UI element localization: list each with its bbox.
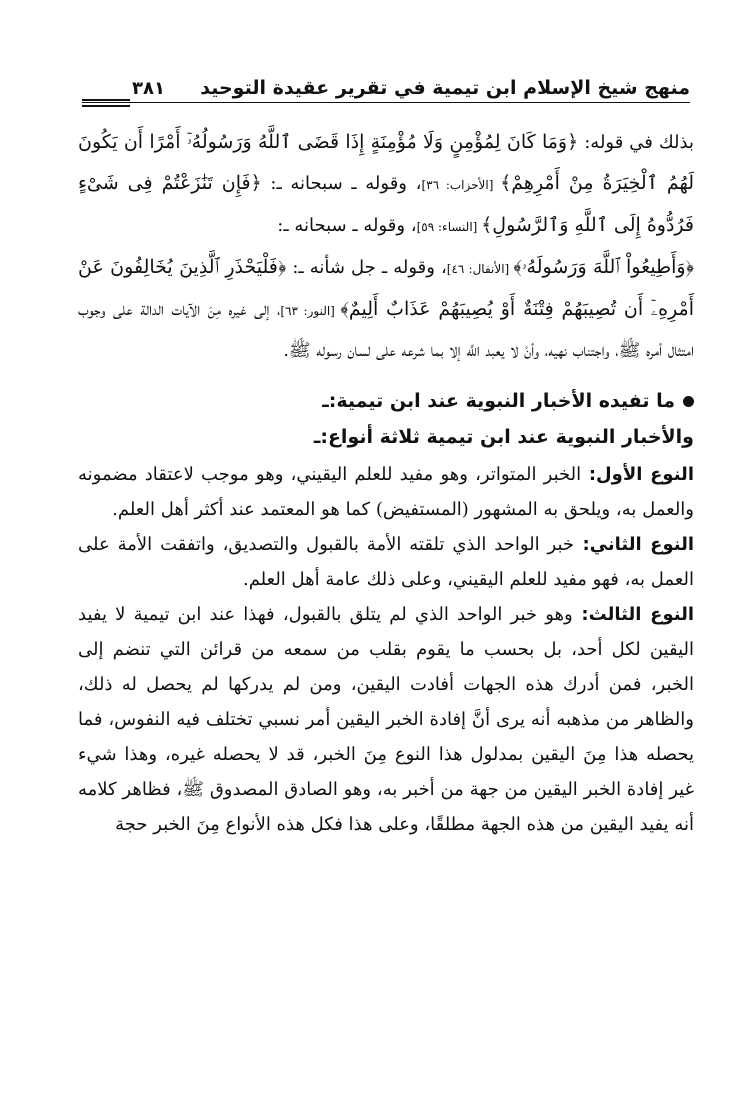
type-label-3: النوع الثالث: [572, 604, 695, 625]
verse-nur-63: ﴿فَلْيَحْذَرِ ٱلَّذِينَ يُخَالِفُونَ عَنْ أَمْرِهِۦٓ أَن تُصِيبَهُمْ فِتْنَةٌ أَوْ يُصِيبَهُمْ عَذَابٌ أَلِيمٌ﴾ [78, 256, 695, 320]
intro-tail-1: ، وقوله ـ سبحانه ـ: [277, 215, 417, 236]
intro-tail-2: ، إلى غيره مِنَ الآيات الدالة على وجوب امتثال أمره ﷺ، واجتناب نهيه، وأنْ لا يعبد اللَّه إلا بما شرعه على لسان رسوله ﷺ. [78, 299, 694, 361]
type-text-2: خبر الواحد الذي تلقته الأمة بالقبول والتصديق، واتفقت الأمة على العمل به، فهو مفيد للعلم اليقيني، وعلى ذلك عامة أهل العلم. [78, 534, 694, 590]
intro-mid-1: ، وقوله ـ سبحانه ـ: [261, 173, 422, 194]
ref-nisa-59: [النساء: ٥٩] [416, 220, 482, 234]
page-number: ٣٨١ [132, 78, 165, 99]
page-body [78, 122, 694, 842]
verse-nisa-59: ﴿فَإِن تَنَٰزَعْتُمْ فِى شَىْءٍ فَرُدُّوهُ إِلَى ٱللَّهِ وَٱلرَّسُولِ﴾ [78, 172, 694, 236]
running-header [82, 76, 690, 112]
bullet-icon [683, 396, 694, 407]
intro-paragraph-1 [78, 122, 694, 247]
type-paragraph-2 [78, 527, 694, 597]
ref-nur-63: [النور: ٦٣] [280, 304, 341, 318]
type-text-3: وهو خبر الواحد الذي لم يتلق بالقبول، فهذا عند ابن تيمية لا يفيد اليقين لكل أحد، بل بحسب ما يقوم بقلب من سمعه من قرائن التي تنضم إلى الخبر، فمن أدرك هذه الجهات أفادت اليقين، ومن لم يدركها لم يحصل له ذلك، والظاهر من مذهبه أنه يرى أنَّ إفادة الخبر اليقين أمر نسبي تختلف فيه النفوس، فما يحصله هذا مِنَ اليقين بمدلول هذا النوع مِنَ الخبر، قد لا يحصله غيره، وهذا شيء غير إفادة الخبر اليقين من جهة من أخبر به، وهو الصادق المصدوق ﷺ، فظاهر كلامه أنه يفيد اليقين من هذه الجهة مطلقًا، وعلى هذا فكل هذه الأنواع مِنَ الخبر حجة [78, 604, 694, 835]
type-label-2: النوع الثاني: [574, 534, 695, 555]
type-paragraph-1 [78, 457, 694, 527]
section-heading [78, 383, 694, 419]
ref-ahzab-36: [الأحزاب: ٣٦] [421, 178, 501, 192]
header-rule [82, 102, 690, 103]
intro-mid-2: ، وقوله ـ جل شأنه ـ: [286, 257, 447, 278]
ref-anfal-46: [الأنفال: ٤٦] [446, 262, 514, 276]
intro-lead: بذلك في قوله: [578, 132, 694, 153]
type-paragraph-3 [78, 597, 694, 842]
section-subheading: والأخبار النبوية عند ابن تيمية ثلاثة أنواع:ـ [313, 426, 694, 448]
section-heading-text: ما تفيده الأخبار النبوية عند ابن تيمية:ـ [322, 390, 675, 412]
type-label-1: النوع الأول: [581, 464, 694, 485]
header-title: منهج شيخ الإسلام ابن تيمية في تقرير عقيدة التوحيد [200, 77, 690, 99]
header-double-rule [82, 99, 130, 107]
verse-ahzab-36: ﴿وَمَا كَانَ لِمُؤْمِنٍ وَلَا مُؤْمِنَةٍ إِذَا قَضَى ٱللَّهُ وَرَسُولُهُۥٓ أَمْرًا أَن يَكُونَ لَهُمُ ٱلْخِيَرَةُ مِنْ أَمْرِهِمْ﴾ [78, 131, 695, 194]
verse-anfal-46: ﴿وَأَطِيعُواْ ٱللَّهَ وَرَسُولَهُۥ﴾ [513, 256, 694, 278]
type-text-1: الخبر المتواتر، وهو مفيد للعلم اليقيني، وهو موجب لاعتقاد مضمونه والعمل به، ويلحق به المشهور (المستفيض) كما هو المعتمد عند أكثر أهل العلم. [78, 464, 694, 520]
intro-paragraph-2 [78, 247, 694, 371]
